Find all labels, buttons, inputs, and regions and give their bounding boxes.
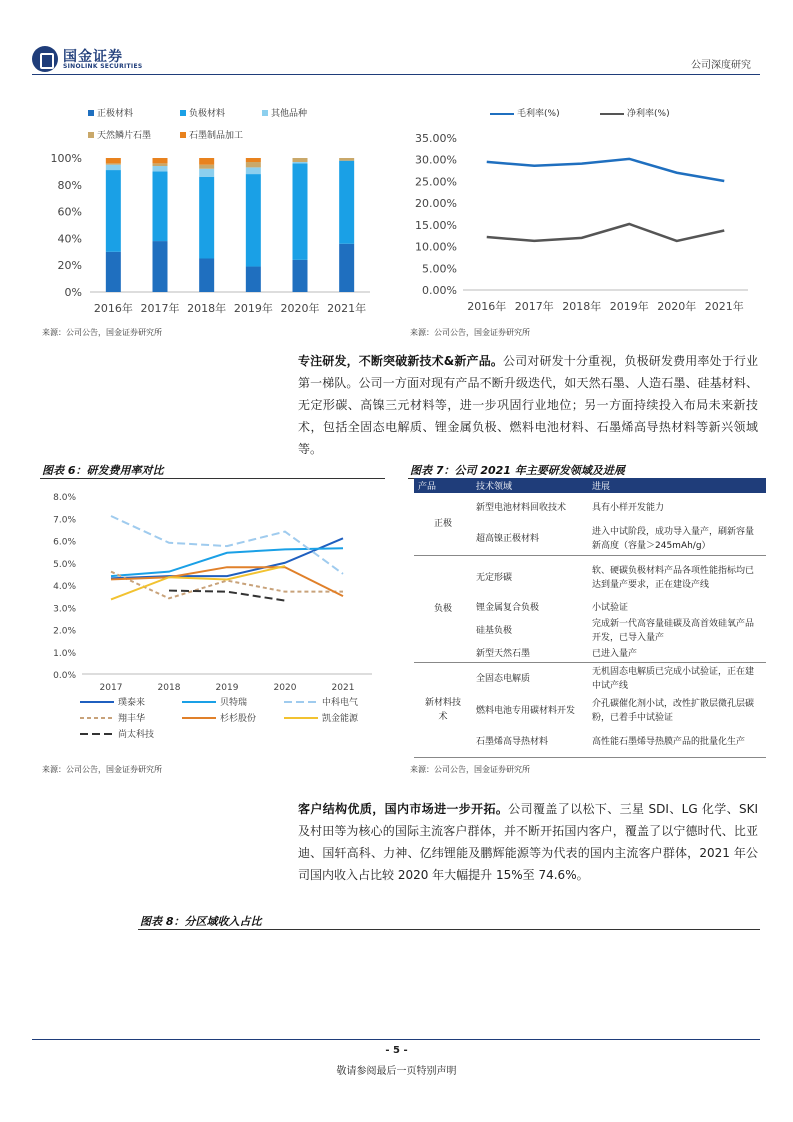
table-product-cell: 负极 (414, 556, 472, 663)
bar-segment (106, 165, 121, 170)
x-tick-label: 2019年 (609, 300, 649, 313)
logo-name-cn: 国金证券 (63, 49, 123, 65)
fig8-title-divider (138, 929, 760, 930)
y-tick-label: 3.0% (53, 604, 76, 615)
y-tick-label: 25.00% (415, 175, 457, 189)
table-field-cell: 新型天然石墨 (472, 646, 588, 663)
table-field-cell: 硅基负极 (476, 626, 513, 636)
bar-segment (246, 162, 261, 167)
table-progress-cell: 已进入量产 (588, 646, 766, 663)
bar-segment (199, 259, 214, 293)
logo-mark-icon (32, 46, 58, 72)
legend-swatch-icon (180, 132, 186, 138)
y-tick-label: 30.00% (415, 153, 457, 167)
table-progress-cell: 完成新一代高容量硅碳及高首效硅氧产品开发，已导入量产 (592, 619, 755, 643)
y-tick-label: 15.00% (415, 218, 457, 232)
legend-item (88, 106, 133, 119)
legend-label: 翔丰华 (118, 714, 146, 724)
bar-segment (339, 161, 354, 244)
x-tick-label: 2018 (157, 683, 181, 693)
table-header-cell: 进展 (588, 478, 766, 493)
table-header-row (414, 478, 766, 493)
legend-label: 璞泰来 (118, 698, 146, 708)
table-progress-cell: 高性能石墨烯导热膜产品的批量化生产 (588, 727, 766, 758)
x-tick-label: 2020年 (280, 302, 320, 315)
legend-item (88, 128, 151, 141)
paragraph-rnd-body: 公司对研发十分重视，负极研发费用率处于行业第一梯队。公司一方面对现有产品不断升级迭代，如天然石墨、人造石墨、硅基材料、无定形碳、高镍三元材料等，进一步巩固行业地位；另一方面持续投入布局未来新技术，包括全固态电解质、锂金属负极、燃料电池材料、石墨烯高导热材料等新兴领域等。 (298, 354, 758, 456)
fig7-title: 图表 7：公司 2021 年主要研发领域及进展 (410, 464, 625, 477)
bar-segment (199, 177, 214, 259)
legend-item (180, 128, 243, 141)
table-field-cell: 超高镍正极材料 (472, 523, 588, 556)
table-header-cell: 技术领域 (472, 478, 588, 493)
fig8-title: 图表 8：分区域收入占比 (140, 915, 262, 928)
bar-segment (153, 166, 168, 171)
chart2-source: 来源：公司公告，国金证券研究所 (410, 328, 530, 337)
series-line (169, 591, 285, 601)
y-tick-label: 20.00% (415, 197, 457, 211)
x-tick-label: 2020年 (657, 300, 697, 313)
legend-label: 净利率(%) (627, 109, 670, 119)
bar-segment (153, 241, 168, 292)
bar-segment (153, 171, 168, 241)
chart2-margin-line (408, 128, 758, 318)
x-tick-label: 2020 (273, 683, 297, 693)
fig7-source: 来源：公司公告，国金证券研究所 (410, 765, 530, 774)
legend-label: 尚太科技 (118, 730, 155, 740)
bar-segment (293, 163, 308, 259)
table-field-cell: 新型电池材料回收技术 (476, 503, 567, 513)
legend-item (600, 106, 670, 119)
chart2-legend (490, 106, 730, 120)
table-row (414, 556, 766, 601)
y-tick-label: 0.00% (422, 284, 457, 297)
bar-segment (293, 158, 308, 162)
y-tick-label: 8.0% (53, 493, 76, 503)
chart1-source: 来源：公司公告，国金证券研究所 (42, 328, 162, 337)
paragraph-customers (298, 798, 758, 886)
table-progress-cell: 进入中试阶段，成功导入量产，刷新容量新高度（容量＞245mAh/g） (588, 523, 766, 556)
x-tick-label: 2018年 (187, 302, 227, 315)
legend-item (180, 106, 225, 119)
y-tick-label: 100% (50, 152, 82, 165)
y-tick-label: 5.0% (53, 559, 76, 570)
legend-swatch-icon (262, 110, 268, 116)
x-tick-label: 2021年 (704, 300, 744, 313)
paragraph-rnd-lead: 专注研发，不断突破新技术&新产品。 (298, 354, 504, 368)
x-tick-label: 2016年 (467, 300, 507, 313)
bar-segment (153, 158, 168, 163)
company-logo (32, 46, 150, 74)
logo-name-en: SINOLINK SECURITIES (63, 63, 143, 70)
fig6-source: 来源：公司公告，国金证券研究所 (42, 765, 162, 774)
bar-segment (339, 158, 354, 161)
legend-label: 毛利率(%) (517, 109, 560, 119)
y-tick-label: 60% (57, 205, 82, 219)
legend-item (262, 106, 307, 119)
bar-segment (293, 162, 308, 163)
table-row (414, 663, 766, 696)
table-progress-cell: 无机固态电解质已完成小试验证，正在建中试产线 (592, 667, 755, 691)
bar-segment (246, 167, 261, 174)
bar-segment (106, 170, 121, 252)
bar-segment (199, 158, 214, 165)
y-tick-label: 2.0% (53, 626, 76, 637)
footer-divider (32, 1039, 760, 1040)
legend-swatch-icon (88, 132, 94, 138)
legend-swatch-icon (88, 110, 94, 116)
bar-segment (106, 163, 121, 164)
legend-label: 其他品种 (271, 109, 308, 119)
table-product-cell: 新材料技术 (414, 663, 472, 758)
x-tick-label: 2021 (331, 683, 355, 693)
series-line (487, 224, 725, 241)
paragraph-customers-lead: 客户结构优质，国内市场进一步开拓。 (298, 802, 509, 816)
legend-item (490, 106, 560, 119)
y-tick-label: 7.0% (53, 515, 76, 526)
table-field-cell: 锂金属复合负极 (476, 603, 540, 613)
chart1-legend (40, 106, 380, 142)
bar-segment (106, 158, 121, 163)
y-tick-label: 0.0% (53, 671, 76, 681)
page-number: - 5 - (385, 1045, 408, 1056)
bar-segment (339, 244, 354, 292)
table-progress-cell: 介孔碳催化剂小试，改性扩散层微孔层碳粉，已着手中试验证 (592, 699, 755, 723)
x-tick-label: 2017年 (140, 302, 180, 315)
paragraph-customers-body: 公司覆盖了以松下、三星 SDI、LG 化学、SKI 及村田等为核心的国际主流客户群体，并不断开拓国内客户，覆盖了以宁德时代、比亚迪、国轩高科、力神、亿纬锂能及鹏辉能源等为代表的国内主流客户群体，2021 年公司国内收入占比较 2020 年大幅提升 15%至 74.6%。 (298, 802, 758, 882)
legend-label: 天然鳞片石墨 (97, 131, 152, 141)
bar-segment (199, 169, 214, 177)
x-tick-label: 2021年 (327, 302, 367, 315)
legend-line-icon (600, 113, 624, 115)
fig6-title-divider (40, 478, 385, 479)
x-tick-label: 2018年 (562, 300, 602, 313)
report-type: 公司深度研究 (691, 60, 751, 71)
table-field-cell: 燃料电池专用碳材料开发 (476, 706, 576, 716)
legend-label: 贝特瑞 (220, 698, 248, 708)
y-tick-label: 5.00% (422, 262, 457, 276)
x-tick-label: 2019 (215, 683, 239, 693)
bar-segment (106, 252, 121, 292)
legend-label: 杉杉股份 (220, 714, 257, 724)
legend-label: 石墨制品加工 (189, 131, 244, 141)
x-tick-label: 2017 (99, 683, 123, 693)
header-divider (32, 74, 760, 75)
y-tick-label: 6.0% (53, 537, 76, 548)
bar-segment (246, 267, 261, 292)
table-progress-cell: 小试验证 (592, 603, 629, 613)
legend-label: 负极材料 (189, 109, 226, 119)
y-tick-label: 80% (57, 178, 82, 192)
fig7-rnd-table (414, 478, 766, 758)
legend-line-icon (490, 113, 514, 115)
bar-segment (293, 260, 308, 292)
fig6-title: 图表 6：研发费用率对比 (42, 464, 164, 477)
y-tick-label: 0% (64, 286, 82, 299)
legend-label: 中科电气 (322, 698, 359, 708)
series-line (111, 538, 343, 578)
y-tick-label: 10.00% (415, 240, 457, 254)
x-tick-label: 2017年 (514, 300, 554, 313)
legend-label: 凯金能源 (322, 714, 359, 724)
x-tick-label: 2019年 (233, 302, 273, 315)
footer-disclaimer: 敬请参阅最后一页特别声明 (336, 1066, 457, 1077)
legend-label: 正极材料 (97, 109, 134, 119)
y-tick-label: 1.0% (53, 648, 76, 659)
bar-segment (199, 165, 214, 169)
y-tick-label: 20% (57, 259, 82, 273)
chart1-stacked-bar (40, 148, 380, 318)
y-tick-label: 4.0% (53, 582, 76, 592)
table-field-cell: 石墨烯高导热材料 (472, 727, 588, 758)
paragraph-rnd (298, 350, 758, 460)
table-row (414, 493, 766, 523)
y-tick-label: 40% (57, 232, 82, 246)
x-tick-label: 2016年 (93, 302, 133, 315)
bar-segment (246, 158, 261, 162)
bar-segment (246, 174, 261, 266)
series-line (487, 159, 725, 181)
legend-swatch-icon (180, 110, 186, 116)
table-field-cell: 无定形碳 (476, 573, 513, 583)
table-header-cell: 产品 (414, 478, 472, 493)
series-line (111, 516, 343, 574)
table-progress-cell: 软、硬碳负极材料产品各项性能指标均已达到量产要求，正在建设产线 (592, 566, 755, 590)
fig6-rnd-line-chart (40, 486, 385, 744)
bar-segment (153, 163, 168, 166)
table-progress-cell: 具有小样开发能力 (592, 503, 665, 513)
table-field-cell: 全固态电解质 (476, 674, 531, 684)
table-product-cell: 正极 (414, 493, 472, 556)
y-tick-label: 35.00% (415, 132, 457, 145)
